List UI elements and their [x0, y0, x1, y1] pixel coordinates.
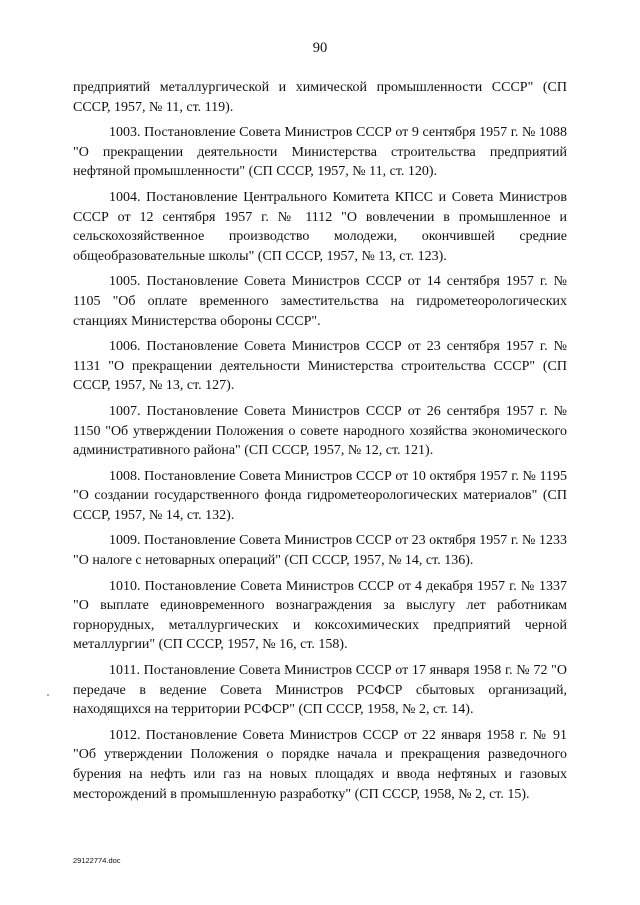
margin-mark — [47, 694, 49, 696]
list-item-1011: 1011. Постановление Совета Министров СССР от 17 января 1958 г. № 72 "О передаче в ведение Совета Министров РСФСР сбытовых организаций, находящихся на территории РСФСР" (СП СССР, 1958, № 2, ст. 14). — [73, 663, 567, 718]
list-item-1009: 1009. Постановление Совета Министров СССР от 23 октября 1957 г. № 1233 "О налоге с нетоварных операций" (СП СССР, 1957, № 14, ст. 136). — [73, 533, 567, 569]
list-item-1008: 1008. Постановление Совета Министров СССР от 10 октября 1957 г. № 1195 "О создании государственного фонда гидрометеорологических материалов" (СП СССР, 1957, № 14, ст. 132). — [73, 468, 567, 523]
page-number: 90 — [312, 40, 328, 56]
list-item-1006: 1006. Постановление Совета Министров СССР от 23 сентября 1957 г. № 1131 "О прекращении деятельности Министерства строительства СССР" (СП СССР, 1957, № 13, ст. 127). — [73, 339, 567, 394]
list-item-1010: 1010. Постановление Совета Министров СССР от 4 декабря 1957 г. № 1337 "О выплате единовременного вознаграждения за выслугу лет работникам горнорудных, металлургических и коксохимических предприятий черной металлургии" (СП СССР, 1957, № 16, ст. 158). — [73, 578, 567, 653]
list-item-1005: 1005. Постановление Совета Министров СССР от 14 сентября 1957 г. № 1105 "Об оплате временного заместительства на гидрометеорологических станциях Министерства обороны СССР". — [73, 274, 567, 329]
file-name-footer: 29122774.doc — [73, 856, 121, 865]
paragraph-continuation: предприятий металлургической и химической промышленности СССР" (СП СССР, 1957, № 11, ст. 119). — [73, 80, 567, 115]
document-body — [73, 78, 567, 804]
list-item-1003: 1003. Постановление Совета Министров СССР от 9 сентября 1957 г. № 1088 "О прекращении деятельности Министерства строительства предприятий нефтяной промышленности" (СП СССР, 1957, № 11, ст. 120). — [73, 125, 567, 180]
list-item-1012: 1012. Постановление Совета Министров СССР от 22 января 1958 г. № 91 "Об утверждении Положения о порядке начала и прекращения разведочного бурения на нефть или газ на новых площадях и ввода нефтяных и газовых месторождений в промышленную разработку" (СП СССР, 1958, № 2, ст. 15). — [73, 727, 567, 802]
list-item-1007: 1007. Постановление Совета Министров СССР от 26 сентября 1957 г. № 1150 "Об утверждении Положения о совете народного хозяйства экономического административного района" (СП СССР, 1957, № 12, ст. 121). — [73, 403, 567, 459]
list-item-1004: 1004. Постановление Центрального Комитета КПСС и Совета Министров СССР от 12 сентября 1957 г. № 1112 "О вовлечении в промышленное и сельскохозяйственное производство молодежи, окончившей средние общеобразовательные школы" (СП СССР, 1957, № 13, ст. 123). — [73, 189, 567, 264]
